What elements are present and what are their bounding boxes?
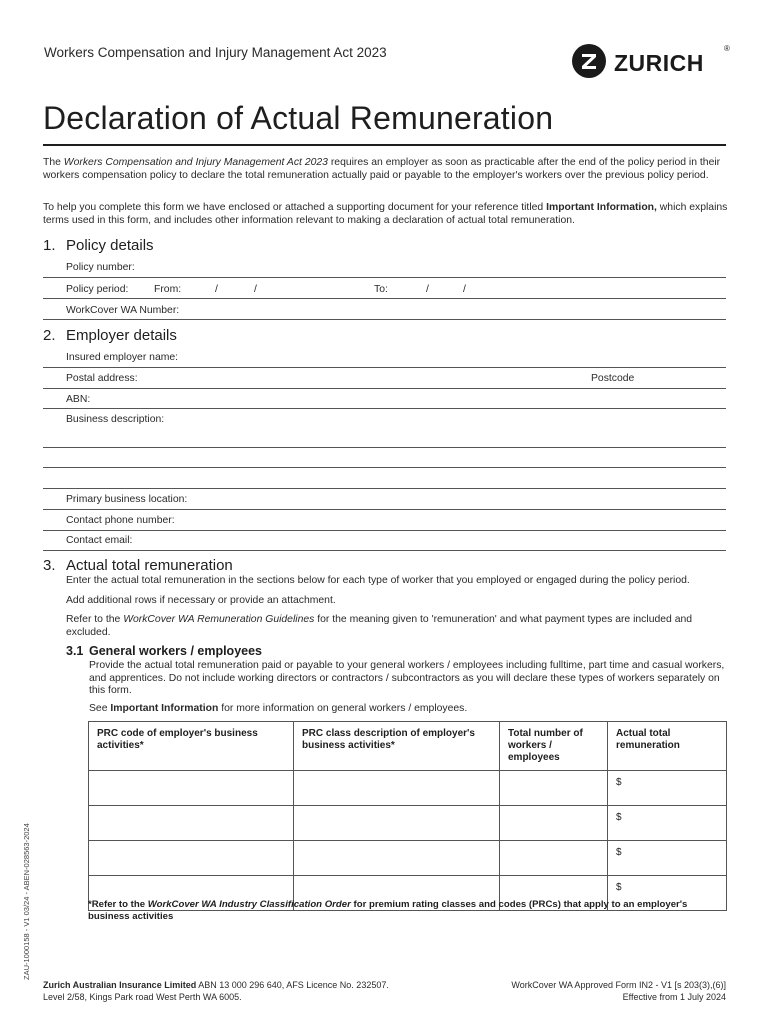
section-1-title: Policy details xyxy=(66,237,154,254)
total-workers-cell[interactable] xyxy=(500,806,608,841)
section-3-number: 3. xyxy=(43,557,56,574)
total-workers-cell[interactable] xyxy=(500,771,608,806)
prc-description-cell[interactable] xyxy=(294,841,500,876)
from-label: From: xyxy=(154,284,182,295)
policy-number-label: Policy number: xyxy=(66,262,135,273)
prc-code-cell[interactable] xyxy=(89,841,294,876)
logo-registered-mark: ® xyxy=(724,44,730,53)
zurich-logo xyxy=(572,44,732,80)
footer-effective-date: Effective from 1 July 2024 xyxy=(622,992,726,1002)
title-divider xyxy=(43,144,726,146)
business-description-label: Business description: xyxy=(66,414,165,425)
table-footnote: *Refer to the WorkCover WA Industry Classification Order for premium rating classes and codes (PRCs) that apply to an employer's business activities xyxy=(88,899,688,922)
business-description-line-1[interactable] xyxy=(43,447,726,448)
section-3-1-number: 3.1 xyxy=(66,644,84,658)
insured-name-field[interactable] xyxy=(43,367,726,368)
total-workers-cell[interactable] xyxy=(500,841,608,876)
primary-location-field[interactable] xyxy=(43,509,726,510)
remuneration-cell[interactable]: $ xyxy=(608,876,727,911)
policy-period-label: Policy period: xyxy=(66,284,129,295)
section-2-number: 2. xyxy=(43,327,56,344)
from-date-slash-2: / xyxy=(254,284,257,295)
to-date-slash-2: / xyxy=(463,284,466,295)
section-2-title: Employer details xyxy=(66,327,177,344)
contact-phone-label: Contact phone number: xyxy=(66,515,175,526)
page-title: Declaration of Actual Remuneration xyxy=(43,100,554,136)
footer-address: Level 2/58, Kings Park road West Perth WA 6005. xyxy=(43,992,242,1002)
section-3-1-title: General workers / employees xyxy=(89,644,263,658)
col-header-actual-remuneration: Actual total remuneration xyxy=(608,722,727,771)
intro-paragraph-2: To help you complete this form we have enclosed or attached a supporting document for your reference titled Important Information, which explains terms used in this form, and includes other information relevant to making a declaration of actual total remuneration. xyxy=(43,202,728,226)
postcode-label: Postcode xyxy=(591,373,635,384)
insured-name-label: Insured employer name: xyxy=(66,352,179,363)
workcover-number-field[interactable] xyxy=(43,319,726,320)
postal-address-field[interactable] xyxy=(43,388,726,389)
business-description-line-3[interactable] xyxy=(43,488,726,489)
prc-code-cell[interactable] xyxy=(89,806,294,841)
col-header-prc-description: PRC class description of employer's business activities* xyxy=(294,722,500,771)
from-date-slash-1: / xyxy=(215,284,218,295)
table-header-row xyxy=(89,722,727,771)
section-3-1-paragraph-2: See Important Information for more information on general workers / employees. xyxy=(89,703,468,714)
table-row xyxy=(89,841,727,876)
table-row xyxy=(89,771,727,806)
business-description-line-2[interactable] xyxy=(43,467,726,468)
header-act-title: Workers Compensation and Injury Management Act 2023 xyxy=(44,45,387,60)
section-3-paragraph-1: Enter the actual total remuneration in the sections below for each type of worker that you employed or engaged during the policy period. xyxy=(66,575,690,586)
to-date-slash-1: / xyxy=(426,284,429,295)
postal-address-label: Postal address: xyxy=(66,373,138,384)
section-3-1-paragraph-1: Provide the actual total remuneration paid or payable to your general workers / employees including fulltime, part time and casual workers, and apprentices. Do not include working directors or contractors / subcontractors as you will declare these types of workers separately on this form. xyxy=(89,660,725,697)
section-1-number: 1. xyxy=(43,237,56,254)
col-header-total-workers: Total number of workers / employees xyxy=(500,722,608,771)
intro-paragraph-1: The Workers Compensation and Injury Management Act 2023 requires an employer as soon as practicable after the end of the policy period in their workers compensation policy to declare the total remuneration actually paid or payable to the employer's workers over the previous policy period. xyxy=(43,157,721,181)
contact-phone-field[interactable] xyxy=(43,530,726,531)
form-code-vertical: ZAU-1000158 - V1 03/24 - ABEN-028563-2024 xyxy=(22,823,31,980)
remuneration-cell[interactable]: $ xyxy=(608,841,727,876)
abn-label: ABN: xyxy=(66,394,91,405)
remuneration-cell[interactable]: $ xyxy=(608,771,727,806)
remuneration-cell[interactable]: $ xyxy=(608,806,727,841)
general-workers-table xyxy=(88,721,727,911)
primary-location-label: Primary business location: xyxy=(66,494,188,505)
prc-code-cell[interactable] xyxy=(89,771,294,806)
footer-form-ref: WorkCover WA Approved Form IN2 - V1 [s 203(3),(6)] xyxy=(511,980,726,990)
logo-wordmark: ZURICH xyxy=(614,50,704,76)
table-row xyxy=(89,806,727,841)
prc-description-cell[interactable] xyxy=(294,771,500,806)
footer-company-name: Zurich Australian Insurance Limited xyxy=(43,980,197,990)
section-3-paragraph-3: Refer to the WorkCover WA Remuneration Guidelines for the meaning given to 'remuneration' and what payment types are included and excluded. xyxy=(66,614,693,638)
abn-field[interactable] xyxy=(43,408,726,409)
prc-description-cell[interactable] xyxy=(294,806,500,841)
section-3-paragraph-2: Add additional rows if necessary or provide an attachment. xyxy=(66,595,336,606)
section-3-title: Actual total remuneration xyxy=(66,557,233,574)
policy-number-field[interactable] xyxy=(43,277,726,278)
workcover-number-label: WorkCover WA Number: xyxy=(66,305,180,316)
col-header-prc-code: PRC code of employer's business activities* xyxy=(89,722,294,771)
footer-company xyxy=(43,979,389,1003)
footer-company-abn: ABN 13 000 296 640, AFS Licence No. 232507. xyxy=(196,980,389,990)
zurich-z-icon xyxy=(572,44,606,78)
footer-form-info xyxy=(470,979,726,1003)
contact-email-label: Contact email: xyxy=(66,535,133,546)
to-label: To: xyxy=(374,284,388,295)
contact-email-field[interactable] xyxy=(43,550,726,551)
policy-period-field[interactable] xyxy=(43,298,726,299)
